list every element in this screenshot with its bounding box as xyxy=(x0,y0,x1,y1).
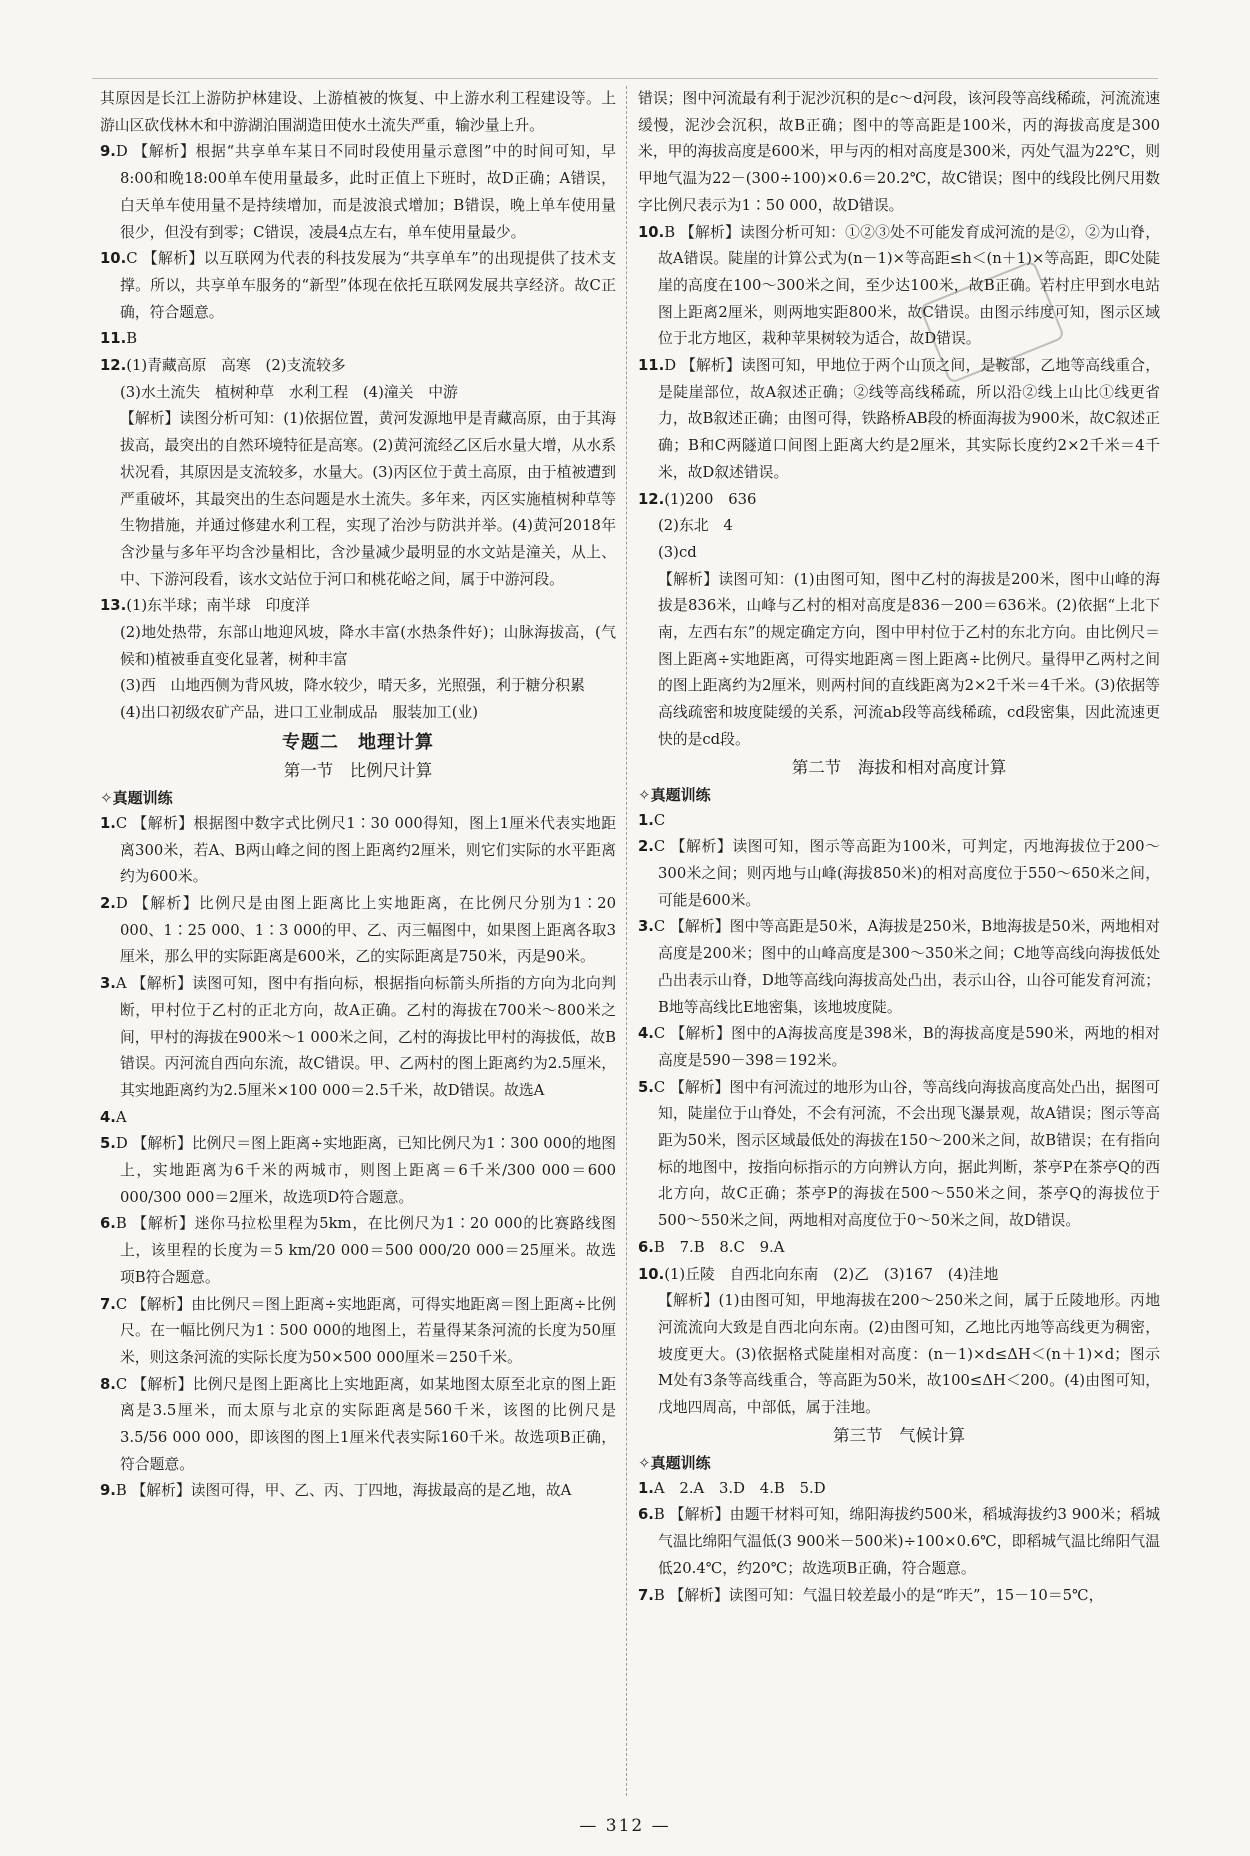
answer-entry xyxy=(100,246,616,326)
answer-entry xyxy=(638,540,1160,567)
answer-entry xyxy=(638,1262,1160,1289)
answer-text: (2)地处热带，东部山地迎风坡，降水丰富(水热条件好)；山脉海拔高，(气候和)植被垂直变化显著，树种丰富 xyxy=(120,624,616,668)
section3-title: 第三节 气候计算 xyxy=(833,1425,965,1445)
answer-entry xyxy=(638,808,1160,835)
answer-text: (3)水土流失 植树种草 水利工程 (4)潼关 中游 xyxy=(120,383,458,401)
answer-text: B 【解析】读图分析可知：①②③处不可能发育成河流的是②，②为山脊，故A错误。陡崖的计算公式为(n－1)×等高距≤h＜(n＋1)×等高距，即C处陡崖的高度在100～300米之间，至少达100米，故B正确。若村庄甲到水电站图上距离2厘米，则两地实距800米，故C错误。由图示纬度可知，图示区域位于北方地区，栽种苹果树较为适合，故D错误。 xyxy=(658,223,1160,348)
question-number: 12. xyxy=(638,490,665,508)
answer-entry xyxy=(100,1211,616,1291)
answer-text: B 【解析】由题干材料可知，绵阳海拔约500米，稻城海拔约3 900米；稻城气温比绵阳气温低(3 900米－500米)÷100×0.6℃，即稻城气温比绵阳气温低20.4℃，约20℃；故选项B正确，符合题意。 xyxy=(653,1506,1160,1577)
drill-label: 真题训练 xyxy=(650,1453,711,1472)
answer-entry xyxy=(100,380,616,407)
chapter-title: 专题二 地理计算 xyxy=(282,731,434,753)
answer-entry xyxy=(638,220,1160,354)
question-number: 6. xyxy=(100,1215,116,1233)
question-number: 10. xyxy=(638,1265,665,1283)
answer-text: D 【解析】读图可知，甲地位于两个山顶之间，是鞍部，乙地等高线重合，是陡崖部位，故A叙述正确；②线等高线稀疏，所以沿②线上山比①线更省力，故B叙述正确；由图可得，铁路桥AB段的桥面海拔为900米，故C叙述正确；B和C两隧道口间图上距离大约是2厘米，其实际长度约2×2千米＝4千米，故D叙述错误。 xyxy=(658,357,1160,481)
drill-heading-3 xyxy=(638,1450,1160,1476)
star-icon: ✧ xyxy=(638,785,651,804)
answer-text: C 【解析】图中有河流过的地形为山谷，等高线向海拔高度高处凸出，据图可知，陡崖位于山脊处，不会有河流，不会出现飞瀑景观，故A错误；图示等高距为50米，图示区域最低处的海拔在150～200米之间，故B错误；在有指向标的地图中，按指向标指示的方向辨认方向，据此判断，茶亭P在茶亭Q的西北方向，故C正确；茶亭P的海拔在500～550米之间，茶亭Q的海拔位于500～550米之间，两地相对高度位于0～50米之间，故D错误。 xyxy=(653,1078,1160,1230)
question-number: 10. xyxy=(100,250,127,268)
question-number: 1. xyxy=(638,1479,654,1497)
left-column xyxy=(100,86,616,1505)
question-number: 1. xyxy=(638,811,654,829)
page-number: — 312 — xyxy=(579,1816,671,1836)
answer-entry xyxy=(100,139,616,246)
answer-text: 【解析】读图分析可知：(1)依据位置，黄河发源地甲是青藏高原，由于其海拔高，最突出的自然环境特征是高寒。(2)黄河流经乙区后水量大增，从水系状况看，其原因是支流较多，水量大。(3)丙区位于黄土高原，由于植被遭到严重破坏，其最突出的生态问题是水土流失。多年来，丙区实施植树种草等生物措施，并通过修建水利工程，实现了治沙与防洪并举。(4)黄河2018年含沙量与多年平均含沙量相比，含沙量减少最明显的水文站是潼关，从上、中、下游河段看，该水文站位于河口和桃花峪之间，属于中游河段。 xyxy=(120,410,616,588)
answer-entry xyxy=(638,513,1160,540)
question-number: 3. xyxy=(638,918,654,936)
answer-entry xyxy=(100,1131,616,1211)
question-number: 12. xyxy=(100,357,127,375)
answer-entry xyxy=(638,487,1160,514)
answer-entry xyxy=(100,620,616,673)
answer-entry xyxy=(638,86,1160,220)
star-icon: ✧ xyxy=(100,788,113,807)
answer-text: D 【解析】比例尺是由图上距离比上实地距离，在比例尺分别为1∶20 000、1∶25 000、1∶3 000的甲、乙、丙三幅图中，如果图上距离各取3厘米，那么甲的实际距离是600米，乙的实际距离是750米，丙是90米。 xyxy=(115,894,616,966)
answer-entry xyxy=(638,1021,1160,1074)
question-number: 13. xyxy=(100,597,127,615)
section2-title: 第二节 海拔和相对高度计算 xyxy=(791,757,1007,777)
answer-text: D 【解析】比例尺＝图上距离÷实地距离，已知比例尺为1∶300 000的地图上，实地距离为6千米的两城市，则图上距离＝6千米/300 000＝600 000/300 000＝2厘米，故选项D符合题意。 xyxy=(115,1135,616,1206)
question-number: 5. xyxy=(100,1135,116,1153)
drill-heading-2 xyxy=(638,782,1160,808)
answer-text: 【解析】(1)由图可知，甲地海拔在200～250米之间，属于丘陵地形。丙地河流流向大致是自西北向东南。(2)由图可知，乙地比丙地等高线更为稠密，坡度更大。(3)依据格式陡崖相对高度：(n－1)×d≤ΔH＜(n＋1)×d；图示M处有3条等高线重合，等高距为50米，故100≤ΔH＜200。(4)由图可知，戊地四周高，中部低，属于洼地。 xyxy=(658,1292,1160,1417)
answer-text: C 【解析】根据图中数字式比例尺1∶30 000得知，图上1厘米代表实地距离300米，若A、B两山峰之间的图上距离约2厘米，则它们实际的水平距离约为600米。 xyxy=(115,814,616,886)
answer-text: C xyxy=(653,811,666,829)
drill-label: 真题训练 xyxy=(650,785,711,804)
answer-text: C 【解析】以互联网为代表的科技发展为“共享单车”的出现提供了技术支撑。所以，共享单车服务的“新型”体现在依托互联网发展共享经济。故C正确，符合题意。 xyxy=(120,250,616,321)
question-number: 6. xyxy=(638,1238,654,1256)
answer-entry xyxy=(100,971,616,1105)
answer-text: (1)200 636 xyxy=(664,490,757,508)
answer-text: B xyxy=(126,330,138,348)
answer-text: (3)西 山地西侧为背风坡，降水较少，晴天多，光照强，利于糖分积累 xyxy=(120,677,585,695)
answer-text: C 【解析】图中等高距是50米，A海拔是250米，B地海拔是50米，两地相对高度是200米；图中的山峰高度是300～350米之间；C地等高线向海拔低处凸出表示山脊，D地等高线向海拔高处凸出，表示山谷，山谷可能发育河流；B地等高线比E地密集，该地坡度陡。 xyxy=(653,918,1160,1016)
answer-entry xyxy=(100,86,616,139)
question-number: 6. xyxy=(638,1506,654,1524)
answer-text: 其原因是长江上游防护林建设、上游植被的恢复、中上游水利工程建设等。上游山区砍伐林木和中游湖泊围湖造田使水土流失严重，输沙量上升。 xyxy=(100,90,616,134)
answer-entry xyxy=(100,406,616,593)
drill-heading-1 xyxy=(100,785,616,811)
answer-entry xyxy=(100,1372,616,1479)
question-number: 9. xyxy=(100,143,116,161)
answer-text: 错误；图中河流最有利于泥沙沉积的是c～d河段，该河段等高线稀疏，河流流速缓慢，泥沙会沉积，故B正确；图中的等高距是100米，丙的海拔高度是300米，甲的海拔高度是600米，甲与丙的相对高度是300米，丙处气温为22℃，则甲地气温为22－(300÷100)×0.6＝20.2℃，故C错误；图中的线段比例尺用数字比例尺表示为1∶50 000，故D错误。 xyxy=(638,90,1160,214)
column-divider xyxy=(626,86,627,1796)
question-number: 9. xyxy=(100,1482,116,1500)
answer-text: A 2.A 3.D 4.B 5.D xyxy=(653,1479,826,1497)
answer-text: A xyxy=(115,1108,127,1126)
answer-entry xyxy=(100,326,616,353)
question-number: 4. xyxy=(100,1108,116,1126)
answer-entry xyxy=(638,567,1160,754)
question-number: 1. xyxy=(100,814,116,832)
right-answer-list xyxy=(638,86,1160,754)
answer-entry xyxy=(638,1583,1160,1610)
answer-text: C 【解析】由比例尺＝图上距离÷实地距离，可得实地距离＝图上距离÷比例尺。在一幅比例尺为1∶500 000的地图上，若量得某条河流的长度为50厘米，则这条河流的实际长度为50×500 000厘米＝250千米。 xyxy=(115,1295,616,1366)
section1-answer-list xyxy=(100,811,616,1505)
answer-entry xyxy=(100,353,616,380)
answer-text: B 【解析】读图可知：气温日较差最小的是“昨天”，15－10＝5℃， xyxy=(653,1586,1104,1604)
answer-entry xyxy=(100,593,616,620)
answer-entry xyxy=(638,1288,1160,1422)
answer-text: (1)青藏高原 高寒 (2)支流较多 xyxy=(126,357,346,375)
answer-entry xyxy=(638,1476,1160,1503)
section1-title: 第一节 比例尺计算 xyxy=(283,760,433,780)
question-number: 2. xyxy=(100,894,116,912)
question-number: 8. xyxy=(100,1375,116,1393)
question-number: 4. xyxy=(638,1025,654,1043)
right-column xyxy=(638,86,1160,1609)
answer-text: (1)丘陵 自西北向东南 (2)乙 (3)167 (4)洼地 xyxy=(664,1265,999,1283)
section2-answer-list xyxy=(638,808,1160,1422)
answer-entry xyxy=(638,1235,1160,1262)
answer-text: (3)cd xyxy=(658,543,697,561)
answer-entry xyxy=(100,673,616,700)
question-number: 3. xyxy=(100,975,116,993)
answer-entry xyxy=(638,1502,1160,1582)
answer-entry xyxy=(638,1075,1160,1235)
question-number: 7. xyxy=(100,1295,116,1313)
question-number: 10. xyxy=(638,223,665,241)
answer-text: B 【解析】迷你马拉松里程为5km，在比例尺为1∶20 000的比赛路线图上，该里程的长度为＝5 km/20 000＝500 000/20 000＝25厘米。故选项B符合题意。 xyxy=(115,1215,616,1286)
answer-entry xyxy=(100,1478,616,1505)
answer-text: C 【解析】比例尺是图上距离比上实地距离，如某地图太原至北京的图上距离是3.5厘米，而太原与北京的实际距离是560千米，该图的比例尺是3.5/56 000 000，即该图的图上1厘米代表实际160千米。故选项B正确，符合题意。 xyxy=(115,1375,616,1473)
answer-text: (1)东半球；南半球 印度洋 xyxy=(126,597,310,615)
question-number: 11. xyxy=(100,330,127,348)
question-number: 11. xyxy=(638,357,665,375)
answer-text: (2)东北 4 xyxy=(658,517,733,535)
section3-answer-list xyxy=(638,1476,1160,1610)
answer-text: D 【解析】根据“共享单车某日不同时段使用量示意图”中的时间可知，早8:00和晚18:00单车使用量最多，此时正值上下班时，故D正确；A错误，白天单车使用量不是持续增加，而是波浪式增加；B错误，晚上单车使用量很少，但没有到零；C错误，凌晨4点左右，单车使用量最少。 xyxy=(115,143,616,241)
star-icon: ✧ xyxy=(638,1453,651,1472)
left-answer-list xyxy=(100,86,616,727)
question-number: 5. xyxy=(638,1078,654,1096)
answer-text: A 【解析】读图可知，图中有指向标，根据指向标箭头所指的方向为北向判断，甲村位于乙村的正北方向，故A正确。乙村的海拔在700米～800米之间，甲村的海拔在900米～1 000米之间，乙村的海拔比甲村的海拔低，故B错误。丙河流自西向东流，故C错误。甲、乙两村的图上距离约为2.5厘米，其实地距离约为2.5厘米×100 000＝2.5千米，故D错误。故选A xyxy=(115,975,616,1099)
drill-label: 真题训练 xyxy=(112,788,173,807)
answer-entry xyxy=(638,834,1160,914)
answer-entry xyxy=(100,700,616,727)
answer-text: C 【解析】读图可知，图示等高距为100米，可判定，丙地海拔位于200～300米之间；则丙地与山峰(海拔850米)的相对高度位于550～650米之间，可能是600米。 xyxy=(653,838,1160,909)
answer-entry xyxy=(100,891,616,971)
answer-entry xyxy=(100,811,616,891)
question-number: 2. xyxy=(638,838,654,856)
answer-text: C 【解析】图中的A海拔高度是398米，B的海拔高度是590米，两地的相对高度是590－398＝192米。 xyxy=(653,1025,1160,1069)
answer-text: (4)出口初级农矿产品，进口工业制成品 服装加工(业) xyxy=(120,704,479,722)
answer-entry xyxy=(638,914,1160,1021)
answer-text: 【解析】读图可知：(1)由图可知，图中乙村的海拔是200米，图中山峰的海拔是836米，山峰与乙村的相对高度是836－200＝636米。(2)依据“上北下南，左西右东”的规定确定方向，图中甲村位于乙村的东北方向。由比例尺＝图上距离÷实地距离，可得实地距离＝图上距离÷比例尺。量得甲乙两村之间的图上距离约为2厘米，则两村间的直线距离为2×2千米＝4千米。(3)依据等高线疏密和坡度陡缓的关系，河流ab段等高线稀疏，cd段密集，因此流速更快的是cd段。 xyxy=(658,570,1160,748)
answer-text: B 【解析】读图可得，甲、乙、丙、丁四地，海拔最高的是乙地，故A xyxy=(115,1482,572,1500)
answer-entry xyxy=(100,1105,616,1132)
answer-entry xyxy=(100,1292,616,1372)
answer-entry xyxy=(638,353,1160,487)
question-number: 7. xyxy=(638,1586,654,1604)
top-rule xyxy=(92,78,1158,79)
answer-text: B 7.B 8.C 9.A xyxy=(653,1238,785,1256)
